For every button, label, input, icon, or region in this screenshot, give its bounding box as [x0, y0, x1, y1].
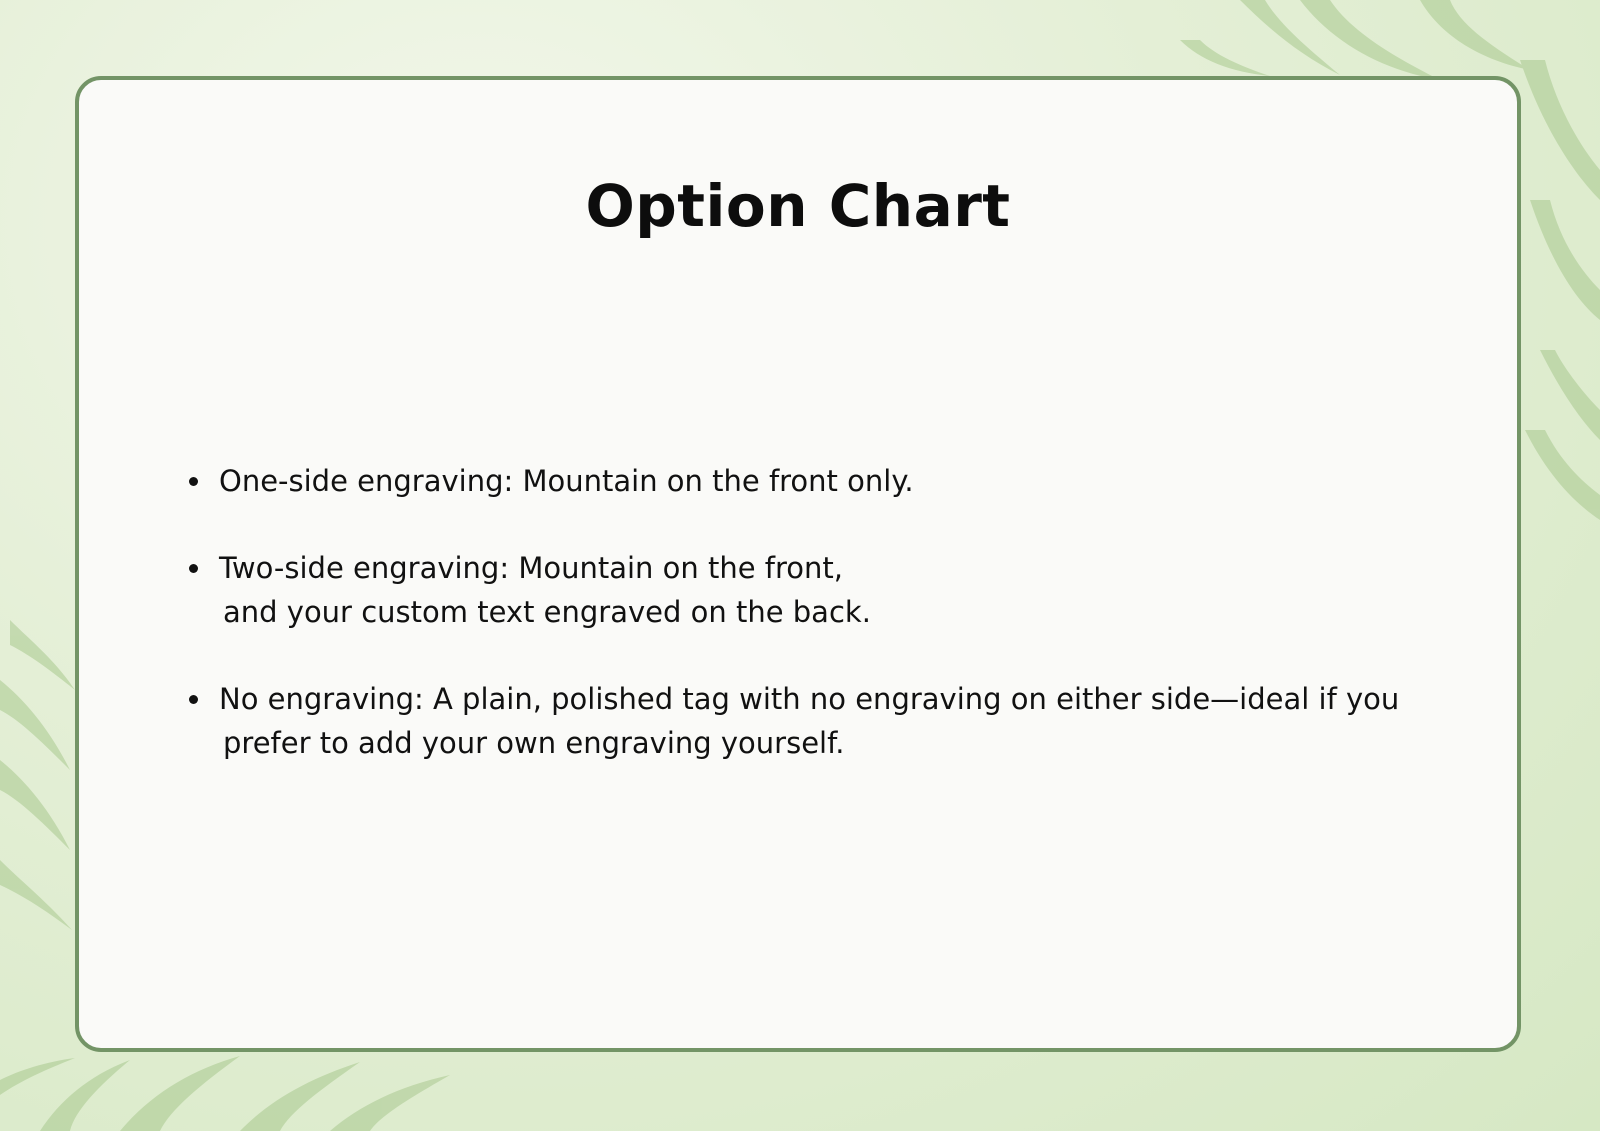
option-text: No engraving: A plain, polished tag with no engraving on either side—ideal if you — [219, 682, 1400, 716]
option-text-continued: prefer to add your own engraving yourself. — [223, 726, 845, 760]
option-text: Two-side engraving: Mountain on the front, — [219, 551, 844, 585]
option-chart-card — [75, 76, 1521, 1052]
bullet-icon — [189, 477, 198, 486]
option-text-continued: and your custom text engraved on the back. — [223, 595, 871, 629]
bullet-icon — [189, 564, 198, 573]
option-item-one-side — [189, 459, 1449, 503]
bullet-icon — [189, 695, 198, 704]
option-text: One-side engraving: Mountain on the front only. — [219, 464, 914, 498]
option-item-no-engraving — [189, 677, 1449, 765]
page-title: Option Chart — [585, 172, 1011, 240]
option-list — [189, 459, 1449, 808]
option-item-two-side — [189, 546, 1449, 634]
